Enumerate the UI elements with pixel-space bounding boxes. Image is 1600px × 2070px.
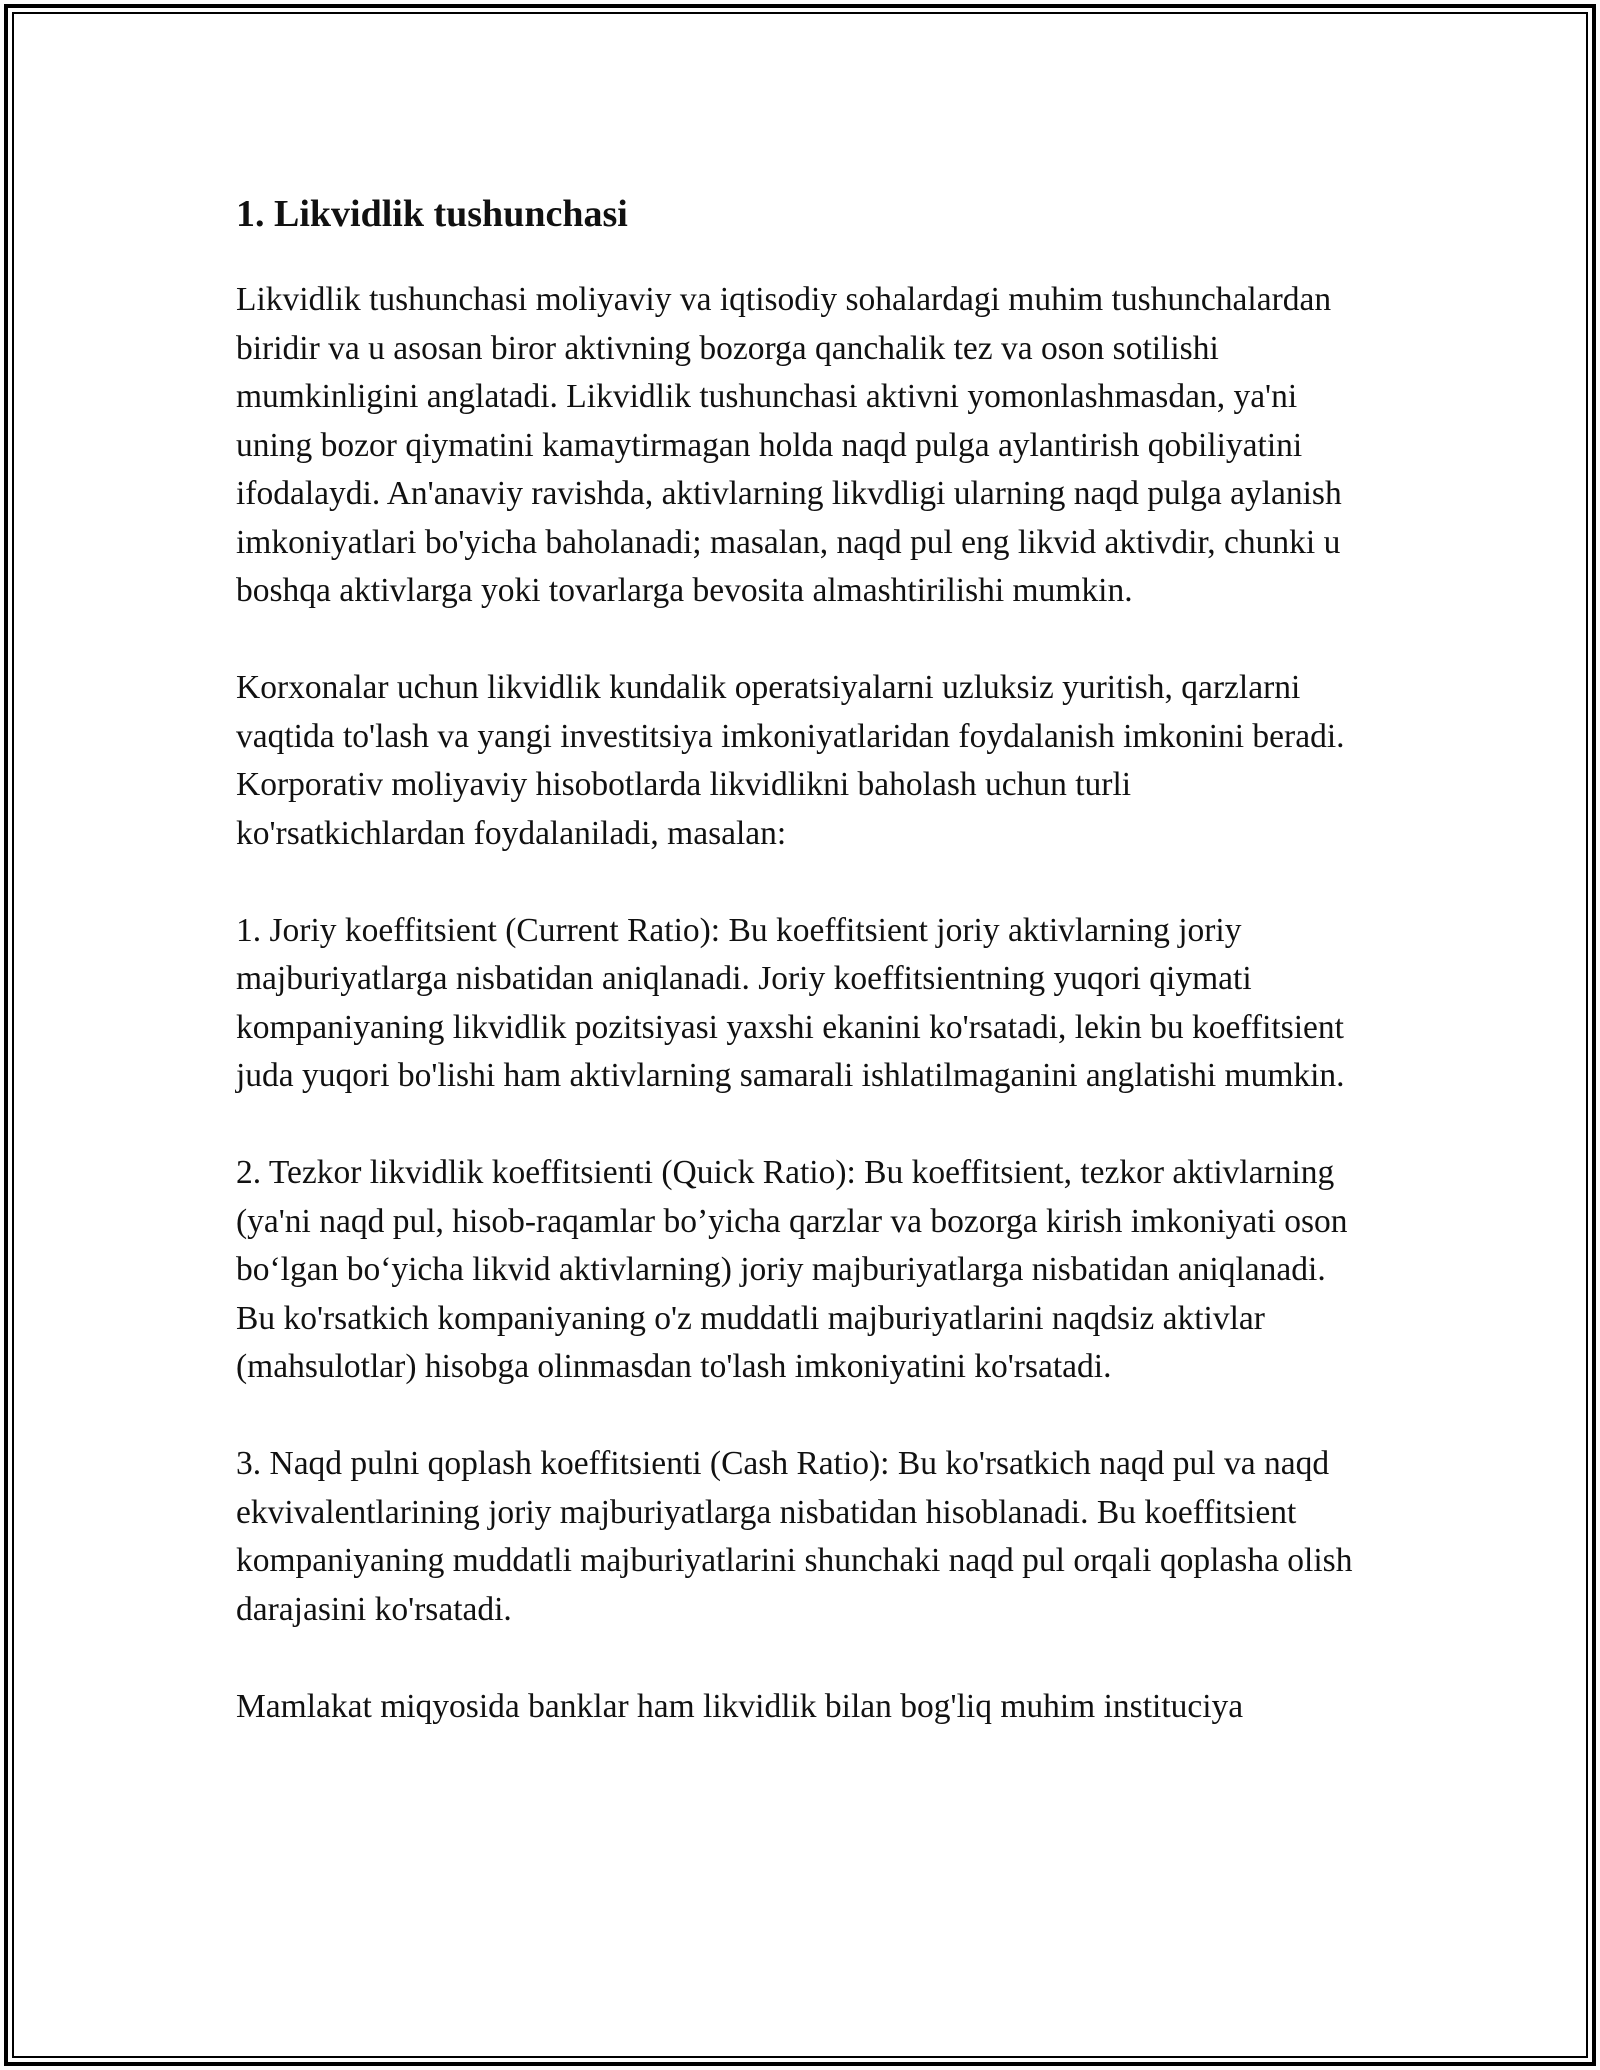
paragraph-cash-ratio: 3. Naqd pulni qoplash koeffitsienti (Cash Ratio): Bu ko'rsatkich naqd pul va naqd ekvivalentlarining joriy majburiyatlarga nisbatidan hisoblanadi. Bu koeffitsient kompaniyaning muddatli majburiyatlarini shunchaki naqd pul orqali qoplasha olish darajasini ko'rsatadi. [236, 1445, 1353, 1628]
paragraph-quick-ratio: 2. Tezkor likvidlik koeffitsienti (Quick Ratio): Bu koeffitsient, tezkor aktivlarning (ya'ni naqd pul, hisob-raqamlar bo’yicha qarzlar va bozorga kirish imkoniyati oson bo‘lgan bo‘yicha likvid aktivlarning) joriy majburiyatlarga nisbatidan aniqlanadi. Bu ko'rsatkich kompaniyaning o'z muddatli majburiyatlarini naqdsiz aktivlar (mahsulotlar) hisobga olinmasdan to'lash imkoniyatini ko'rsatadi. [236, 1154, 1348, 1385]
paragraph-banks: Mamlakat miqyosida banklar ham likvidlik bilan bog'liq muhim instituciya [236, 1687, 1244, 1725]
section-heading: 1. Likvidlik tushunchasi [236, 193, 628, 235]
paragraph-intro: Likvidlik tushunchasi moliyaviy va iqtisodiy sohalardagi muhim tushunchalardan biridir va u asosan biror aktivning bozorga qanchalik tez va oson sotilishi mumkinligini anglatadi. Likvidlik tushunchasi aktivni yomonlashmasdan, ya'ni uning bozor qiymatini kamaytirmagan holda naqd pulga aylantirish qobiliyatini ifodalaydi. An'anaviy ravishda, aktivlarning likvdligi ularning naqd pulga aylanish imkoniyatlari bo'yicha baholanadi; masalan, naqd pul eng likvid aktivdir, chunki u boshqa aktivlarga yoki tovarlarga bevosita almashtirilishi mumkin. [236, 281, 1342, 609]
document-page [236, 188, 1366, 1780]
paragraph-businesses: Korxonalar uchun likvidlik kundalik operatsiyalarni uzluksiz yuritish, qarzlarni vaqtida to'lash va yangi investitsiya imkoniyatlaridan foydalanish imkonini beradi. Korporativ moliyaviy hisobotlarda likvidlikni baholash uchun turli ko'rsatkichlardan foydalaniladi, masalan: [236, 669, 1345, 852]
paragraph-current-ratio: 1. Joriy koeffitsient (Current Ratio): Bu koeffitsient joriy aktivlarning joriy majburiyatlarga nisbatidan aniqlanadi. Joriy koeffitsientning yuqori qiymati kompaniyaning likvidlik pozitsiyasi yaxshi ekanini ko'rsatadi, lekin bu koeffitsient juda yuqori bo'lishi ham aktivlarning samarali ishlatilmaganini anglatishi mumkin. [236, 911, 1345, 1094]
